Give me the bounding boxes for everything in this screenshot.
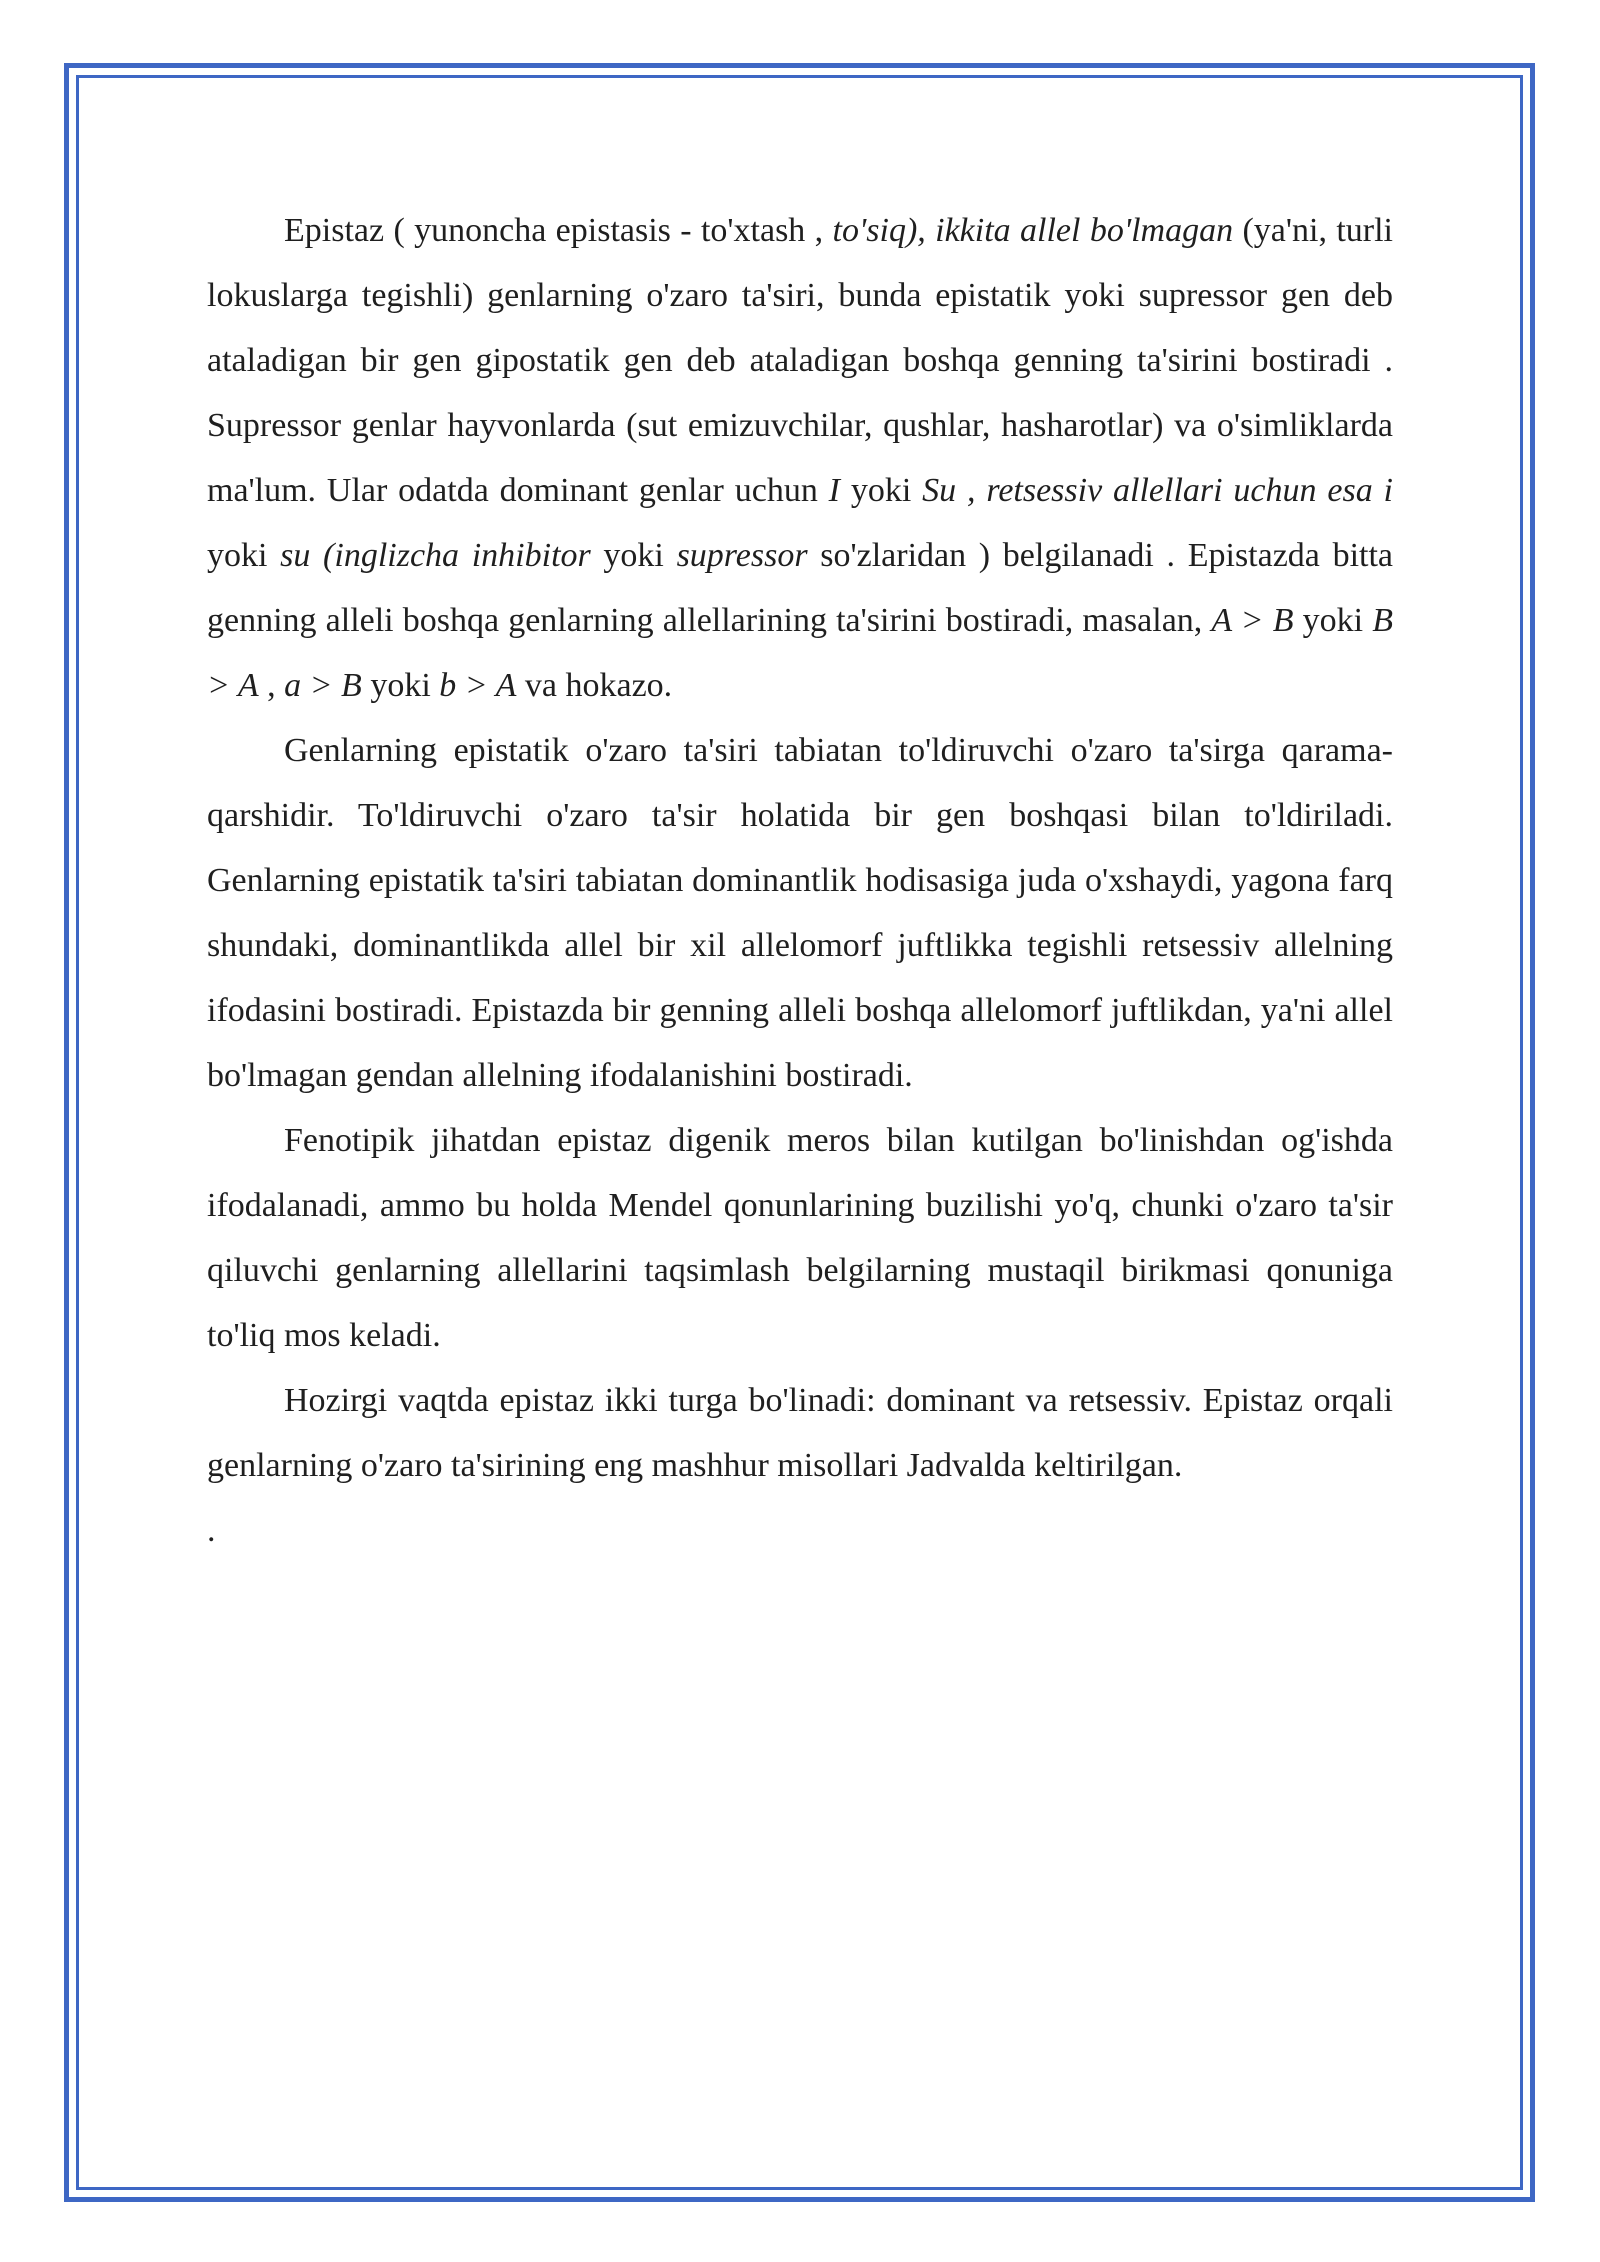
text-run: va hokazo. [516,667,673,704]
text-run: , [258,667,285,704]
italic-text-run: b > A [439,667,517,704]
italic-text-run: supressor [676,537,808,574]
italic-text-run: a > B [284,667,362,704]
italic-text-run: Su , retsessiv allellari uchun esa i [922,472,1393,509]
text-run: yoki [840,472,923,509]
text-run: yoki [1293,602,1373,639]
italic-text-run: A > B [1211,602,1294,639]
text-run: Epistaz ( yunoncha epistasis - to'xtash , [284,212,833,249]
trailing-mark: . [207,1512,216,1549]
paragraph-4 [207,1368,1393,1498]
text-run: Genlarning epistatik o'zaro ta'siri tabiatan to'ldiruvchi o'zaro ta'sirga qarama-qarshidir. To'ldiruvchi o'zaro ta'sir holatida bir gen boshqasi bilan to'ldiriladi. Genlarning epistatik ta'siri tabiatan dominantlik hodisasiga juda o'xshaydi, yagona farq shundaki, dominantlikda allel bir xil allelomorf juftlikka tegishli retsessiv allelning ifodasini bostiradi. Epistazda bir genning alleli boshqa allelomorf juftlikdan, ya'ni allel bo'lmagan gendan allelning ifodalanishini bostiradi. [207,732,1393,1094]
text-run: Hozirgi vaqtda epistaz ikki turga bo'linadi: dominant va retsessiv. Epistaz orqali genlarning o'zaro ta'sirining eng mashhur misollari Jadvalda keltirilgan. [207,1382,1393,1484]
paragraph-2 [207,718,1393,1108]
text-run: Fenotipik jihatdan epistaz digenik meros bilan kutilgan bo'linishdan og'ishda ifodalanadi, ammo bu holda Mendel qonunlarining buzilishi yo'q, chunki o'zaro ta'sir qiluvchi genlarning allellarini taqsimlash belgilarning mustaqil birikmasi qonuniga to'liq mos keladi. [207,1122,1393,1354]
text-run: yoki [361,667,440,704]
text-run: yoki [207,537,281,574]
paragraph-1 [207,198,1393,718]
text-run: (ya'ni, turli lokuslarga tegishli) genlarning o'zaro ta'siri, bunda epistatik yoki supressor gen deb ataladigan bir gen gipostatik gen deb ataladigan boshqa genning ta'sirini bostiradi . Supressor genlar hayvonlarda (sut emizuvchilar, qushlar, hasharotlar) va o'simliklarda ma'lum. Ular odatda dominant genlar uchun [207,212,1393,509]
italic-text-run: I [828,472,840,509]
paragraph-3 [207,1108,1393,1368]
text-run: yoki [590,537,677,574]
italic-text-run: to'siq), ikkita allel bo'lmagan [832,212,1234,249]
document-body [207,198,1393,1563]
text-run: so'zlaridan ) belgilanadi . Epistazda bitta genning alleli boshqa genlarning allellarining ta'sirini bostiradi, masalan, [207,537,1394,639]
italic-text-run: su (inglizcha inhibitor [280,537,591,574]
italic-text-run: B > A [207,602,1393,704]
